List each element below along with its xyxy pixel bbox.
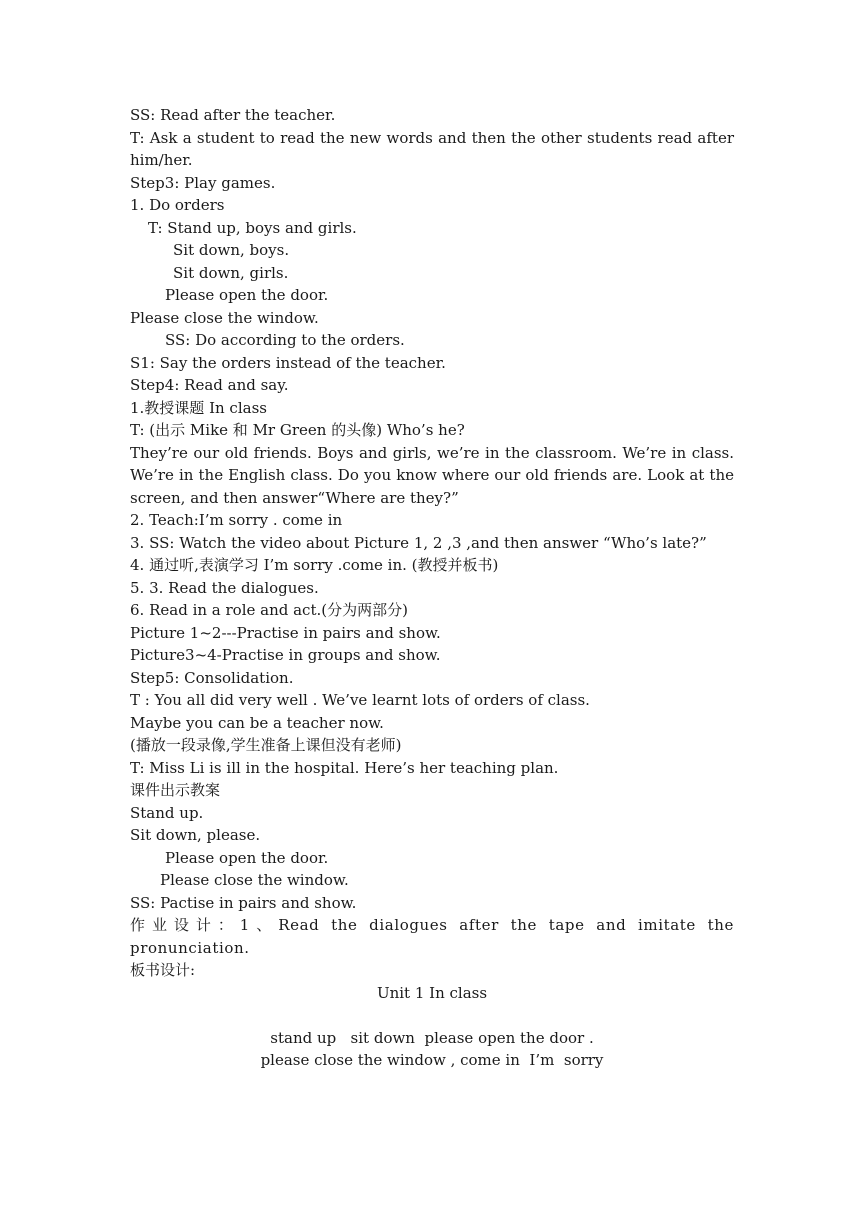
text-paragraph: T: Ask a student to read the new words and then the other students read after him/her. — [130, 128, 734, 169]
text-line: SS: Read after the teacher. — [130, 106, 336, 124]
text-line: Sit down, girls. — [173, 263, 289, 282]
board-title: Unit 1 In class — [376, 983, 488, 1002]
text-line: 4. 通过听,表演学习 I’m sorry .come in. (教授并板书) — [130, 556, 499, 574]
section-heading: 板书设计: — [130, 961, 196, 979]
text-line: Please open the door. — [165, 286, 329, 304]
blank-line — [130, 1004, 734, 1027]
text-line: T: (出示 Mike 和 Mr Green 的头像) Who’s he? — [130, 421, 465, 439]
text-line: Sit down, please. — [130, 826, 261, 844]
text-line: 2. Teach:I’m sorry . come in — [130, 511, 343, 529]
text-line: Maybe you can be a teacher now. — [130, 713, 384, 732]
board-line: please close the window , come in I’m sorry — [260, 1051, 604, 1069]
text-line: Picture3~4-Practise in groups and show. — [130, 646, 441, 664]
text-line: Sit down, boys. — [173, 241, 290, 259]
step-heading: Step4: Read and say. — [130, 376, 289, 394]
text-line: SS: Pactise in pairs and show. — [130, 893, 357, 912]
text-line: T: Stand up, boys and girls. — [148, 218, 357, 237]
text-line: 1.教授课题 In class — [130, 398, 267, 417]
text-line: 6. Read in a role and act.(分为两部分) — [130, 601, 408, 619]
text-line: (播放一段录像,学生准备上课但没有老师) — [130, 736, 402, 754]
text-line: Stand up. — [130, 803, 204, 822]
board-line: stand up sit down please open the door . — [270, 1028, 594, 1047]
text-line: Please open the door. — [165, 848, 329, 867]
text-line: 1. Do orders — [130, 196, 225, 214]
text-line: Picture 1~2---Practise in pairs and show. — [130, 623, 441, 642]
text-line: 5. 3. Read the dialogues. — [130, 578, 319, 597]
homework-paragraph: 作业设计：1、Read the dialogues after the tape and imitate the pronunciation. — [130, 916, 734, 957]
text-line: T: Miss Li is ill in the hospital. Here’s her teaching plan. — [130, 758, 559, 777]
text-line: S1: Say the orders instead of the teacher. — [130, 353, 446, 372]
text-line: SS: Do according to the orders. — [165, 331, 405, 349]
step-heading: Step5: Consolidation. — [130, 668, 294, 687]
lesson-plan-page — [130, 104, 734, 1072]
step-heading: Step3: Play games. — [130, 173, 276, 192]
text-paragraph: They’re our old friends. Boys and girls, we’re in the classroom. We’re in class. We’re in the English class. Do you know where our old friends are. Look at the screen, and then answer“Where are they?” — [130, 443, 734, 507]
text-line: Please close the window. — [130, 308, 319, 327]
text-line: T : You all did very well . We’ve learnt lots of orders of class. — [130, 691, 590, 709]
text-paragraph: 3. SS: Watch the video about Picture 1, 2 ,3 ,and then answer “Who’s late?” — [130, 533, 707, 552]
text-line: Please close the window. — [160, 871, 349, 889]
text-line: 课件出示教案 — [130, 781, 221, 799]
